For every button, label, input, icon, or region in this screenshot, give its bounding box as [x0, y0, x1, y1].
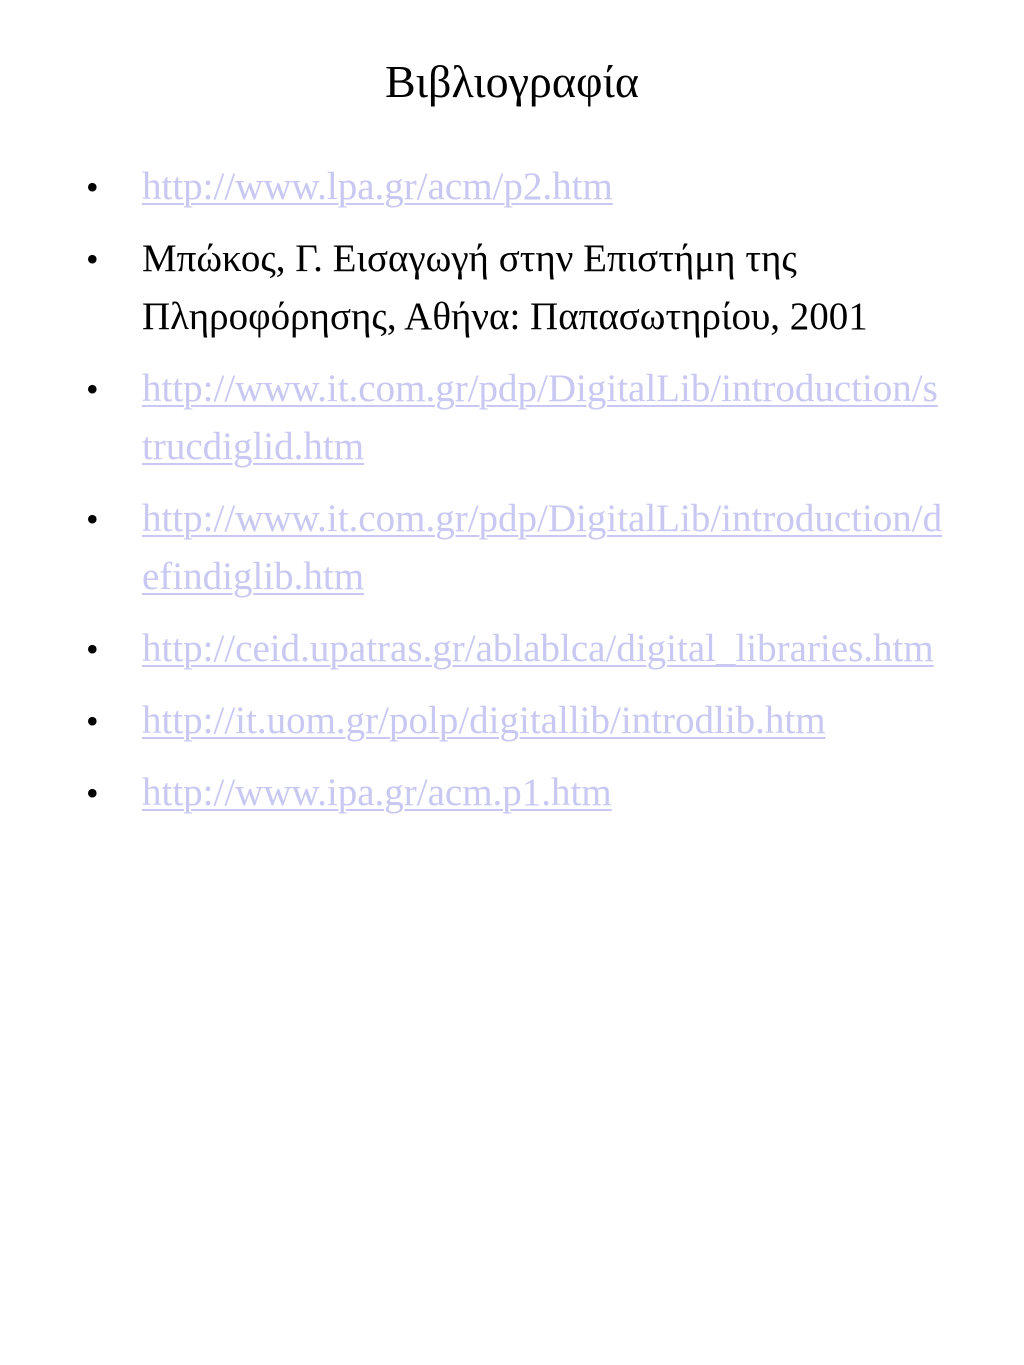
bullet-icon: • — [86, 369, 99, 409]
list-item — [0, 360, 1024, 476]
bullet-icon: • — [86, 773, 99, 813]
bullet-icon: • — [86, 499, 99, 539]
list-item — [0, 490, 1024, 606]
reference-link[interactable]: http://ceid.upatras.gr/ablablca/digital_libraries.htm — [142, 627, 934, 670]
list-item — [0, 230, 1024, 346]
bibliography-list — [0, 158, 1024, 822]
page-title: Βιβλιογραφία — [385, 56, 639, 107]
reference-link[interactable]: http://www.ipa.gr/acm.p1.htm — [142, 771, 612, 814]
bullet-icon: • — [86, 239, 99, 279]
list-item — [0, 158, 1024, 216]
bullet-icon: • — [86, 629, 99, 669]
bullet-icon: • — [86, 701, 99, 741]
list-item — [0, 692, 1024, 750]
list-item — [0, 764, 1024, 822]
bullet-icon: • — [86, 167, 99, 207]
reference-link[interactable]: http://www.lpa.gr/acm/p2.htm — [142, 165, 613, 208]
reference-link[interactable]: http://www.it.com.gr/pdp/DigitalLib/introduction/defindiglib.htm — [142, 497, 943, 598]
reference-link[interactable]: http://www.it.com.gr/pdp/DigitalLib/introduction/strucdiglid.htm — [142, 367, 938, 468]
reference-text: Μπώκος, Γ. Εισαγωγή στην Επιστήμη της Πληροφόρησης, Αθήνα: Παπασωτηρίου, 2001 — [142, 237, 868, 338]
reference-link[interactable]: http://it.uom.gr/polp/digitallib/introdlib.htm — [142, 699, 826, 742]
list-item — [0, 620, 1024, 678]
